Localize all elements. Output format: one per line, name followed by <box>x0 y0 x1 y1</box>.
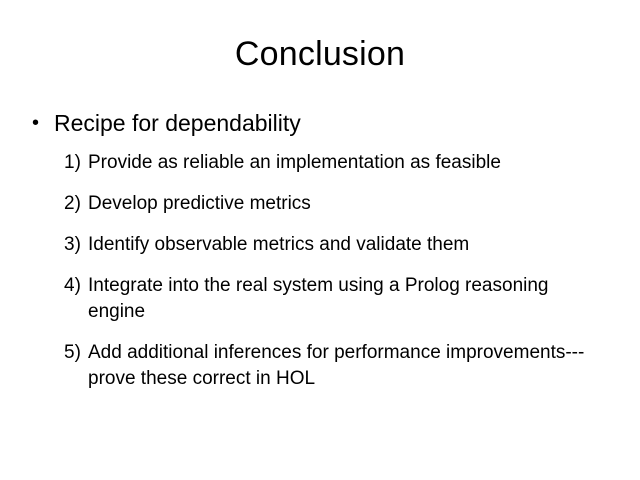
list-item-label: Integrate into the real system using a Prolog reasoning engine <box>88 275 549 322</box>
list-item-number: 2) <box>64 193 81 214</box>
list-item-label: Add additional inferences for performance improvements---prove these correct in HOL <box>88 342 585 389</box>
bullet-dot-icon: • <box>32 112 40 134</box>
list-item-number: 1) <box>64 152 81 173</box>
list-item-number: 5) <box>64 342 81 363</box>
list-item-label: Provide as reliable an implementation as feasible <box>88 152 501 173</box>
list-item <box>64 232 618 258</box>
list-item-label: Identify observable metrics and validate them <box>88 234 470 255</box>
page-title: Conclusion <box>234 35 406 73</box>
list-item-label: Develop predictive metrics <box>88 193 311 214</box>
numbered-list <box>28 150 618 392</box>
main-bullet-item <box>28 108 618 138</box>
list-item <box>64 340 618 392</box>
list-item-number: 4) <box>64 275 81 296</box>
slide-body <box>28 108 618 407</box>
main-bullet-label: Recipe for dependability <box>54 110 301 136</box>
list-item <box>64 150 618 176</box>
list-item <box>64 191 618 217</box>
list-item <box>64 273 618 325</box>
list-item-number: 3) <box>64 234 81 255</box>
